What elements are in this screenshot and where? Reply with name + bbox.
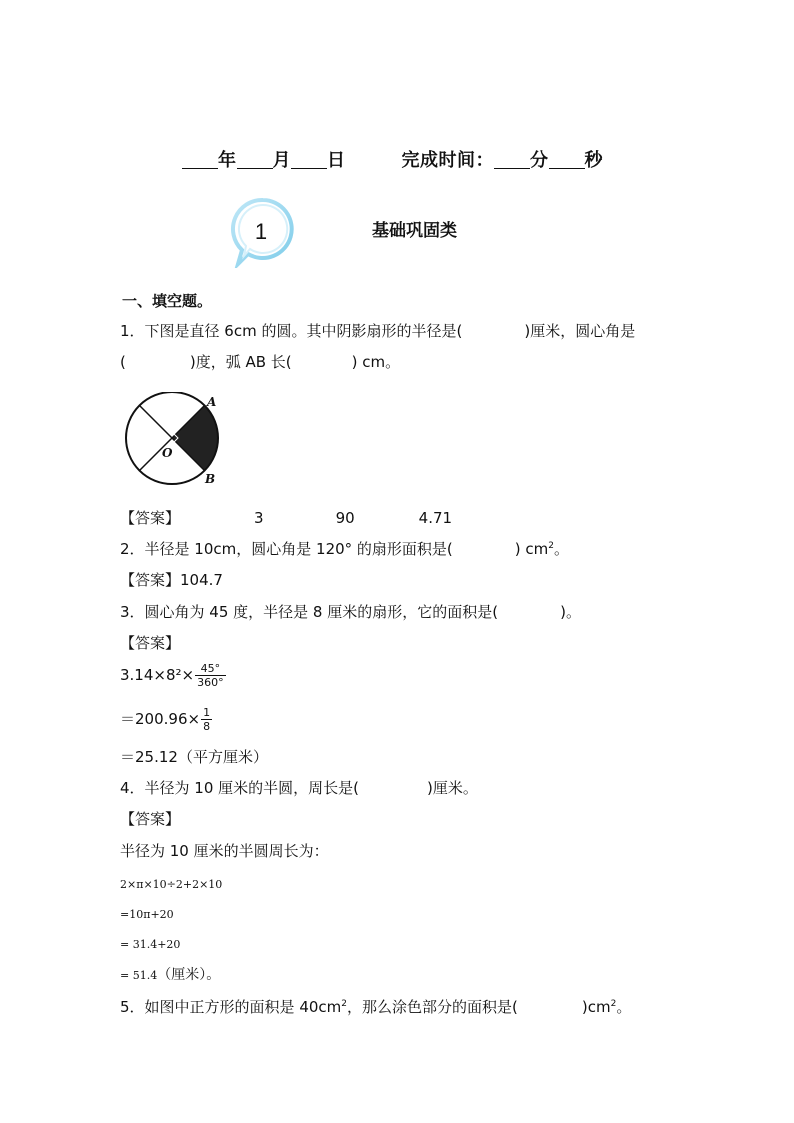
point-a-label: A [207, 395, 217, 409]
q2-answer: 【答案】104.7 [120, 571, 223, 589]
section-number-badge [228, 196, 298, 268]
q2-text: 2．半径是 10cm，圆心角是 120° 的扇形面积是( ) $cm^2$。 [120, 540, 570, 558]
q1-line2: ( )度，弧 AB 长( ) cm。 [120, 353, 401, 371]
q4-math-4: = 51.4（厘米）。 [120, 967, 221, 983]
q3-step2: ＝200.96× $\frac{1}{8}$ [120, 706, 211, 733]
q4-math-2: =10π+20 [120, 908, 174, 921]
answer-tag: 【答案】 [120, 509, 181, 527]
point-b-label: B [205, 472, 216, 486]
second-blank [549, 150, 585, 169]
q4-math-1: 2×π×10÷2+2×10 [120, 878, 223, 891]
year-blank [182, 150, 218, 169]
q1-answer [120, 508, 452, 528]
time-label: 完成时间： [401, 150, 494, 171]
q5-text: 5．如图中正方形的面积是 $40cm^2$，那么涂色部分的面积是( )$cm^2$。 [120, 998, 632, 1016]
fraction-1-8: $\frac{1}{8}$ [203, 706, 211, 733]
minute-label: 分 [530, 150, 549, 171]
q4-text: 4．半径为 10 厘米的半圆，周长是( )厘米。 [120, 779, 478, 797]
fraction-45-360: $\frac{45^\circ}{360^\circ}$ [197, 662, 224, 689]
q3-text: 3．圆心角为 45 度，半径是 8 厘米的扇形，它的面积是( )。 [120, 603, 581, 621]
badge-number: 1 [254, 219, 268, 244]
month-blank [237, 150, 273, 169]
day-blank [291, 150, 327, 169]
point-o-label: O [162, 446, 173, 460]
section-title: 基础巩固类 [372, 221, 457, 241]
q4-answer-tag: 【答案】 [120, 810, 181, 828]
q3-step1: 3.14×8²× $\frac{45^\circ}{360^\circ}$ [120, 662, 224, 689]
q4-intro: 半径为 10 厘米的半圆周长为： [120, 842, 329, 860]
q1-line1: 1．下图是直径 6cm 的圆。其中阴影扇形的半径是( )厘米，圆心角是 [120, 322, 636, 340]
year-label: 年 [218, 150, 237, 171]
minute-blank [494, 150, 530, 169]
q4-math-3: = 31.4+20 [120, 938, 181, 951]
month-label: 月 [272, 150, 291, 171]
q3-answer-tag: 【答案】 [120, 634, 181, 652]
date-time-header [182, 146, 603, 172]
second-label: 秒 [584, 150, 603, 171]
q1-answer-radius: 3 [254, 509, 264, 527]
q1-answer-arc: 4.71 [418, 509, 453, 527]
q1-answer-angle: 90 [335, 509, 355, 527]
q3-step3: ＝25.12（平方厘米） [120, 748, 268, 766]
circle-sector-figure [120, 392, 230, 486]
part-heading: 一、填空题。 [122, 292, 213, 310]
day-label: 日 [327, 150, 346, 171]
